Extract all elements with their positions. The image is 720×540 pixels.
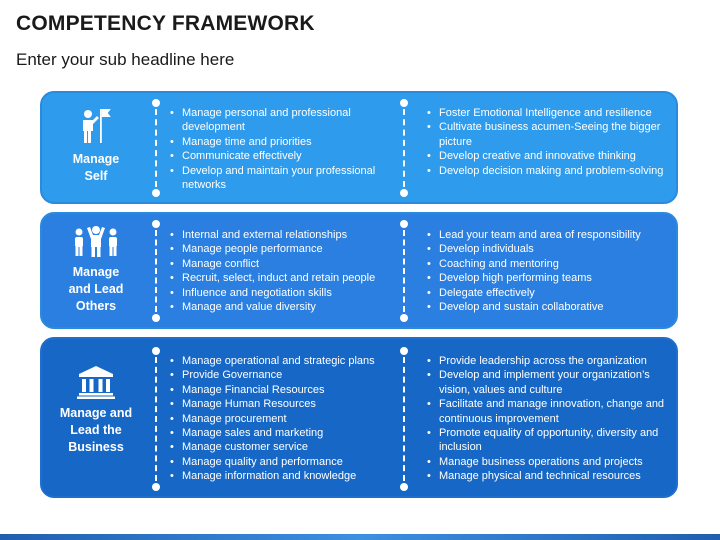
- section-manage-self: [40, 91, 678, 204]
- list-item: • Develop creative and innovative thinking: [425, 149, 665, 163]
- section-label: Manage and Lead Others: [68, 265, 124, 313]
- list-item: • Manage business operations and projects: [425, 455, 665, 469]
- team-icon: [71, 224, 121, 258]
- list-item: • Manage quality and performance: [168, 455, 393, 469]
- list-item: • Communicate effectively: [168, 149, 378, 163]
- list-item: • Cultivate business acumen-Seeing the bigger picture: [425, 120, 665, 149]
- dotted-separator: [400, 220, 408, 322]
- list-item: • Promote equality of opportunity, diversity and inclusion: [425, 426, 665, 455]
- section-label-block: [42, 107, 150, 185]
- bank-building-icon: [77, 365, 115, 399]
- right-competency-list: [425, 228, 665, 314]
- list-item: • Manage Financial Resources: [168, 383, 393, 397]
- left-competency-list: [168, 354, 393, 484]
- list-item: • Develop and implement your organization’s vision, values and culture: [425, 368, 665, 397]
- list-item: • Manage personal and professional development: [168, 106, 378, 135]
- list-item: • Develop and sustain collaborative: [425, 300, 665, 314]
- list-item: • Coaching and mentoring: [425, 257, 665, 271]
- list-item: • Manage Human Resources: [168, 397, 393, 411]
- dotted-separator: [152, 220, 160, 322]
- dotted-separator: [152, 347, 160, 491]
- list-item: • Develop decision making and problem-solving: [425, 164, 665, 178]
- list-item: • Provide Governance: [168, 368, 393, 382]
- list-item: • Internal and external relationships: [168, 228, 393, 242]
- list-item: • Develop and maintain your professional networks: [168, 164, 378, 193]
- list-item: • Manage procurement: [168, 412, 393, 426]
- list-item: • Manage people performance: [168, 242, 393, 256]
- list-item: • Manage physical and technical resources: [425, 469, 665, 483]
- page-subtitle: Enter your sub headline here: [16, 50, 235, 69]
- section-label-block: [42, 224, 150, 315]
- list-item: • Develop individuals: [425, 242, 665, 256]
- list-item: • Provide leadership across the organization: [425, 354, 665, 368]
- list-item: • Manage customer service: [168, 440, 393, 454]
- person-flag-icon: [79, 107, 113, 145]
- page-title: COMPETENCY FRAMEWORK: [16, 12, 315, 35]
- section-label-block: [42, 365, 150, 456]
- list-item: • Delegate effectively: [425, 286, 665, 300]
- section-label: Manage and Lead the Business: [59, 406, 133, 454]
- list-item: • Manage and value diversity: [168, 300, 393, 314]
- right-competency-list: [425, 354, 665, 484]
- list-item: • Foster Emotional Intelligence and resilience: [425, 106, 665, 120]
- list-item: • Influence and negotiation skills: [168, 286, 393, 300]
- list-item: • Facilitate and manage innovation, change and continuous improvement: [425, 397, 665, 426]
- list-item: • Develop high performing teams: [425, 271, 665, 285]
- list-item: • Recruit, select, induct and retain people: [168, 271, 393, 285]
- dotted-separator: [152, 99, 160, 197]
- list-item: • Manage information and knowledge: [168, 469, 393, 483]
- right-competency-list: [425, 106, 665, 178]
- left-competency-list: [168, 106, 378, 192]
- list-item: • Manage operational and strategic plans: [168, 354, 393, 368]
- dotted-separator: [400, 347, 408, 491]
- footer-accent-bar: [0, 534, 720, 540]
- section-manage-lead-others: [40, 212, 678, 329]
- left-competency-list: [168, 228, 393, 314]
- list-item: • Lead your team and area of responsibility: [425, 228, 665, 242]
- list-item: • Manage conflict: [168, 257, 393, 271]
- list-item: • Manage time and priorities: [168, 135, 378, 149]
- dotted-separator: [400, 99, 408, 197]
- section-manage-lead-business: [40, 337, 678, 498]
- section-label: Manage Self: [72, 152, 120, 183]
- list-item: • Manage sales and marketing: [168, 426, 393, 440]
